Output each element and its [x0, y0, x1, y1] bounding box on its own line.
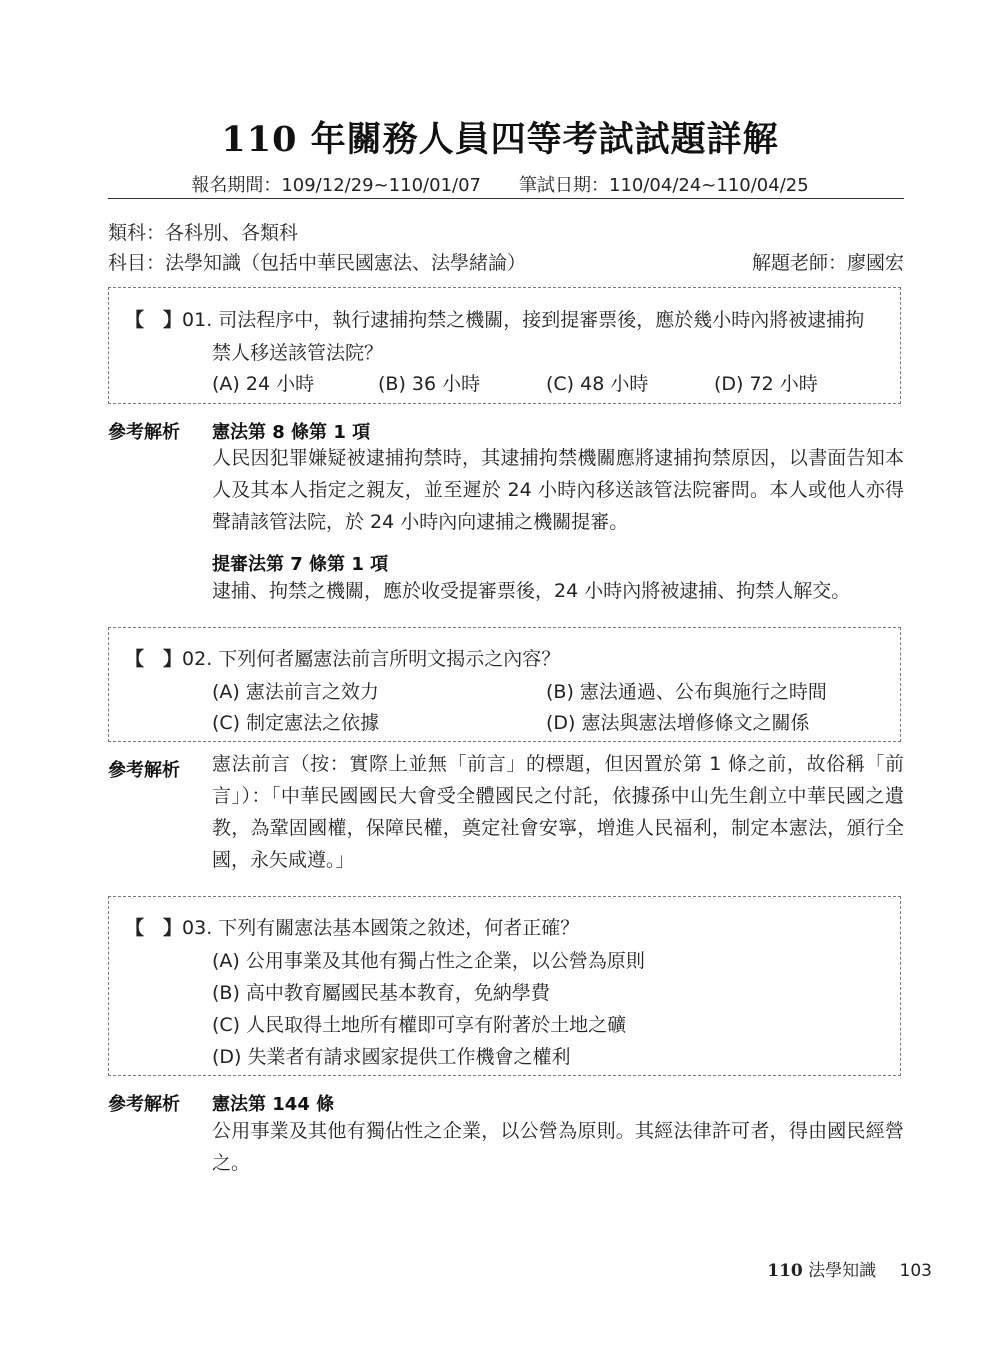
question-1-stem-cont: 禁人移送該管法院？	[212, 342, 384, 364]
exam-dates	[0, 171, 1000, 197]
page-number: 103	[899, 1261, 932, 1281]
option-b: (B) 憲法通過、公布與施行之時間	[546, 681, 827, 703]
question-number: 02.	[182, 648, 213, 670]
analysis-label: 參考解析	[108, 1094, 180, 1115]
exam-date: 筆試日期：110/04/24~110/04/25	[519, 175, 809, 196]
question-2-stem	[125, 644, 560, 671]
teacher-text: 解題老師：廖國宏	[751, 252, 904, 274]
option-d: (D) 失業者有請求國家提供工作機會之權利	[212, 1046, 571, 1068]
header-divider	[108, 198, 904, 199]
analysis-text: 憲法前言（按：實際上並無「前言」的標題，但因置於第 1 條之前，故俗稱「前言」）：「中華民國國民大會受全體國民之付託，依據孫中山先生創立中華民國之遺教，為鞏固國權，保障民權，奠定社會安寧，增進人民福利，制定本憲法，頒行全國，永矢咸遵。」	[212, 753, 904, 871]
analysis-text: 逮捕、拘禁之機關，應於收受提審票後，24 小時內將被逮捕、拘禁人解交。	[212, 580, 851, 602]
question-1-stem	[125, 305, 864, 332]
category-line: 類科：各科別、各類科	[108, 222, 299, 244]
analysis-label: 參考解析	[108, 760, 180, 781]
question-number: 03.	[182, 917, 213, 939]
answer-bracket: 【 】	[125, 309, 183, 331]
question-text: 下列有關憲法基本國策之敘述，何者正確？	[218, 917, 580, 939]
option-a: (A) 24 小時	[212, 373, 315, 395]
question-text: 司法程序中，執行逮捕拘禁之機關，接到提審票後，應於幾小時內將被逮捕拘	[218, 309, 865, 331]
option-c: (C) 人民取得土地所有權即可享有附著於土地之礦	[212, 1014, 627, 1036]
footer-subject: 法學知識	[808, 1261, 877, 1281]
analysis-heading: 憲法第 8 條第 1 項	[212, 422, 371, 443]
footer-year: 110	[767, 1261, 803, 1281]
registration-period: 報名期間：109/12/29~110/01/07	[191, 175, 481, 196]
question-number: 01.	[182, 309, 213, 331]
analysis-heading: 憲法第 144 條	[212, 1094, 335, 1115]
analysis-text: 人民因犯罪嫌疑被逮捕拘禁時，其逮捕拘禁機關應將逮捕拘禁原因，以書面告知本人及其本人指定之親友，並至遲於 24 小時內移送該管法院審問。本人或他人亦得聲請該管法院，於 24 小時內向逮捕之機關提審。	[212, 447, 904, 533]
subject-text: 科目：法學知識（包括中華民國憲法、法學緒論）	[108, 252, 527, 274]
option-d: (D) 憲法與憲法增修條文之關係	[546, 712, 810, 734]
option-b: (B) 高中教育屬國民基本教育，免納學費	[212, 982, 550, 1004]
option-d: (D) 72 小時	[714, 373, 818, 395]
question-3-stem	[125, 913, 579, 940]
analysis-label: 參考解析	[108, 422, 180, 443]
option-b: (B) 36 小時	[378, 373, 481, 395]
answer-bracket: 【 】	[125, 648, 183, 670]
question-text: 下列何者屬憲法前言所明文揭示之內容？	[218, 648, 561, 670]
answer-bracket: 【 】	[125, 917, 183, 939]
page-title: 110 年關務人員四等考試試題詳解	[221, 119, 779, 160]
page-footer	[767, 1256, 932, 1281]
analysis-heading: 提審法第 7 條第 1 項	[212, 554, 389, 575]
option-c: (C) 制定憲法之依據	[212, 712, 380, 734]
option-a: (A) 憲法前言之效力	[212, 681, 379, 703]
subject-line	[108, 248, 904, 275]
option-a: (A) 公用事業及其他有獨占性之企業，以公營為原則	[212, 950, 645, 972]
analysis-text: 公用事業及其他有獨佔性之企業，以公營為原則。其經法律許可者，得由國民經營之。	[212, 1120, 904, 1174]
option-c: (C) 48 小時	[546, 373, 649, 395]
